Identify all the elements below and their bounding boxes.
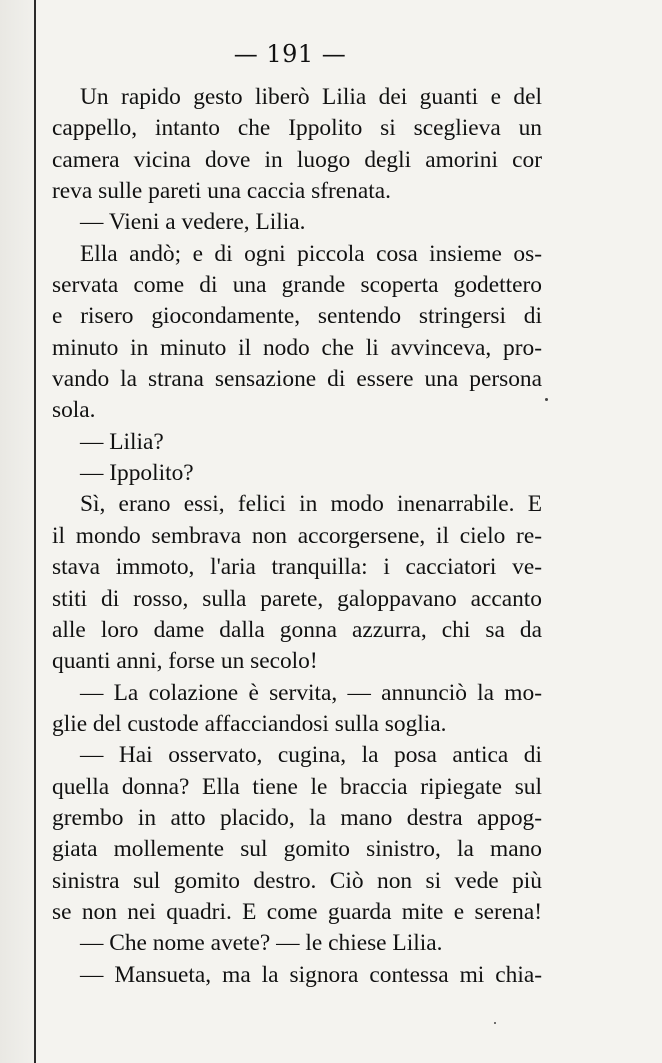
text-line: alle loro dame dalla gonna azzurra, chi sa da	[52, 616, 542, 643]
text-line: il mondo sembrava non accorgersene, il cielo re-	[52, 522, 542, 549]
text-line: Sì, erano essi, felici in modo inenarrabile. E	[80, 491, 542, 518]
page-gutter	[0, 0, 34, 1063]
text-line: servata come di una grande scoperta godettero	[52, 272, 542, 299]
page-number: — 191 —	[233, 40, 347, 68]
text-line: stava immoto, l'aria tranquilla: i cacciatori ve-	[52, 554, 542, 581]
text-line: grembo in atto placido, la mano destra appog-	[52, 804, 542, 831]
text-line: vando la strana sensazione di essere una persona	[52, 366, 542, 393]
text-line: reva sulle pareti una caccia sfrenata.	[52, 178, 391, 205]
text-line: glie del custode affacciandosi sulla soglia.	[52, 710, 447, 737]
text-line: — Che nome avete? — le chiese Lilia.	[80, 930, 443, 957]
text-line: quanti anni, forse un secolo!	[52, 648, 318, 675]
text-line: sola.	[52, 397, 96, 424]
text-line: quella donna? Ella tiene le braccia ripiegate sul	[52, 773, 542, 800]
text-line: sinistra sul gomito destro. Ciò non si vede più	[52, 867, 542, 894]
text-line: — La colazione è servita, — annunciò la mo-	[80, 679, 542, 706]
text-line: — Mansueta, ma la signora contessa mi chia-	[80, 961, 542, 988]
text-line: — Ippolito?	[80, 460, 194, 487]
text-line: — Vieni a vedere, Lilia.	[80, 209, 306, 236]
text-line: — Lilia?	[80, 428, 164, 455]
text-line: e risero giocondamente, sentendo stringersi di	[52, 303, 542, 330]
text-line: — Hai osservato, cugina, la posa antica di	[80, 742, 542, 769]
text-line: camera vicina dove in luogo degli amorini cor	[52, 146, 542, 173]
body-text	[52, 82, 542, 991]
text-line: giata mollemente sul gomito sinistro, la mano	[52, 836, 542, 863]
text-line: cappello, intanto che Ippolito si sceglieva un	[52, 115, 542, 142]
print-speck	[494, 1022, 496, 1024]
text-line: Ella andò; e di ogni piccola cosa insieme os-	[80, 240, 542, 267]
text-line: Un rapido gesto liberò Lilia dei guanti e del	[80, 84, 542, 110]
print-speck	[545, 398, 548, 401]
text-line: minuto in minuto il nodo che li avvinceva, pro-	[52, 334, 542, 361]
text-line: se non nei quadri. E come guarda mite e serena!	[52, 898, 542, 925]
binding-edge-line	[34, 0, 36, 1063]
text-line: stiti di rosso, sulla parete, galoppavano accanto	[52, 585, 542, 612]
